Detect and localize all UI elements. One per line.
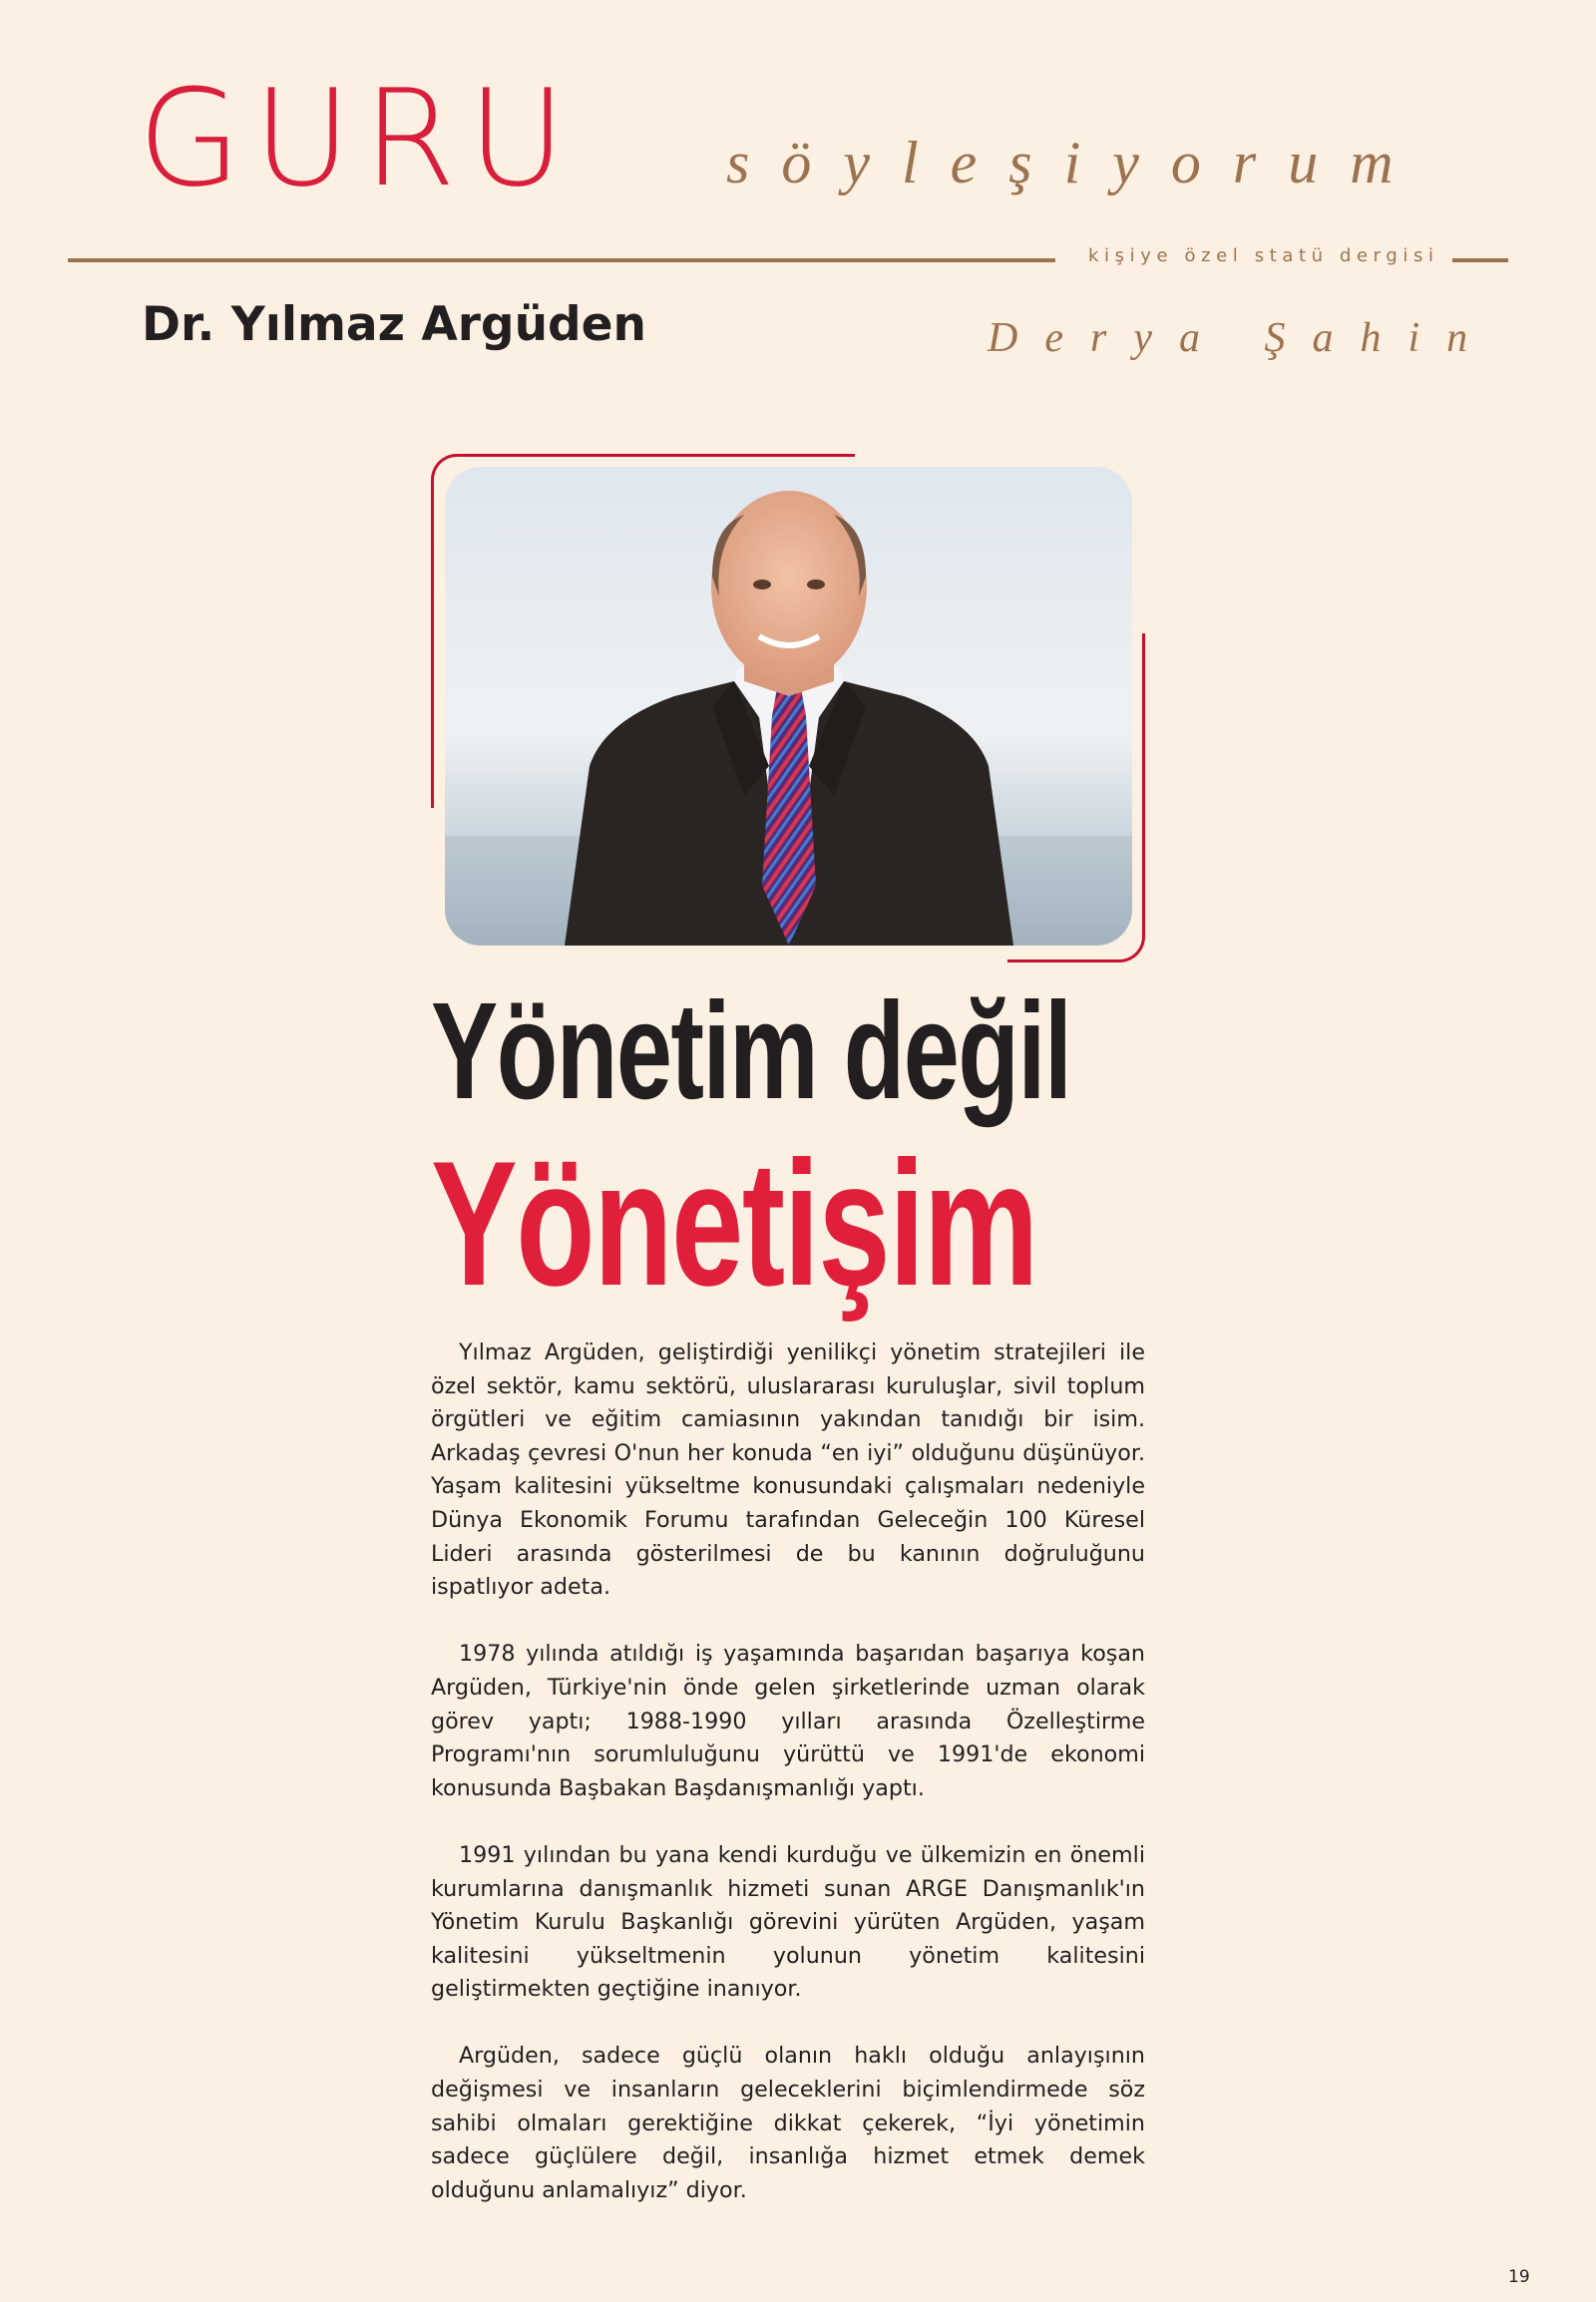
magazine-tagline: kişiye özel statü dergisi — [1088, 245, 1439, 266]
article-paragraph: Yılmaz Argüden, geliştirdiği yenilikçi yönetim stratejileri ile özel sektör, kamu sektörü, uluslararası kuruluşlar, sivil toplum örgütleri ve eğitim camiasının yakından tanıdığı bir isim. Arkadaş çevresi O'nun her konuda “en iyi” olduğunu düşünüyor. Yaşam kalitesini yükseltme konusundaki çalışmaları nedeniyle Dünya Ekonomik Forumu tarafından Geleceğin 100 Küresel Lideri arasında gösterilmesi de bu kanının doğruluğunu ispatlıyor adeta. — [431, 1340, 1145, 1601]
header-divider — [68, 258, 1055, 262]
header-divider-end — [1452, 258, 1508, 262]
author-name: Derya Şahin — [988, 315, 1495, 361]
article-paragraph: 1978 yılında atıldığı iş yaşamında başarıdan başarıya koşan Argüden, Türkiye'nin önde gelen şirketlerinde uzman olarak görev yaptı; 1988-1990 yılları arasında Özelleştirme Programı'nın sorumluluğunu yürüttü ve 1991'de ekonomi konusunda Başbakan Başdanışmanlığı yaptı. — [431, 1641, 1145, 1801]
headline: Yönetim değil — [431, 974, 1071, 1128]
headline-accent: Yönetişim — [431, 1124, 1037, 1323]
page-number: 19 — [1508, 2267, 1530, 2287]
interviewee-name: Dr. Yılmaz Argüden — [142, 297, 647, 352]
section-title: söyleşiyorum — [726, 130, 1425, 195]
magazine-logo: GURU — [138, 61, 579, 216]
article-paragraph: Argüden, sadece güçlü olanın haklı olduğu anlayışının değişmesi ve insanların geleceklerini biçimlendirmede söz sahibi olmaları gerektiğine dikkat çekerek, “İyi yönetimin sadece güçlülere değil, insanlığa hizmet etmek demek olduğunu anlamalıyız” diyor. — [431, 2043, 1145, 2203]
article-body — [431, 1337, 1145, 2241]
portrait-photo — [445, 467, 1132, 946]
article-paragraph: 1991 yılından bu yana kendi kurduğu ve ülkemizin en önemli kurumlarına danışmanlık hizmeti sunan ARGE Danışmanlık'ın Yönetim Kurulu Başkanlığı görevini yürüten Argüden, yaşam kalitesini yükseltmenin yolunun yönetim kalitesini geliştirmekten geçtiğine inanıyor. — [431, 1841, 1145, 2003]
